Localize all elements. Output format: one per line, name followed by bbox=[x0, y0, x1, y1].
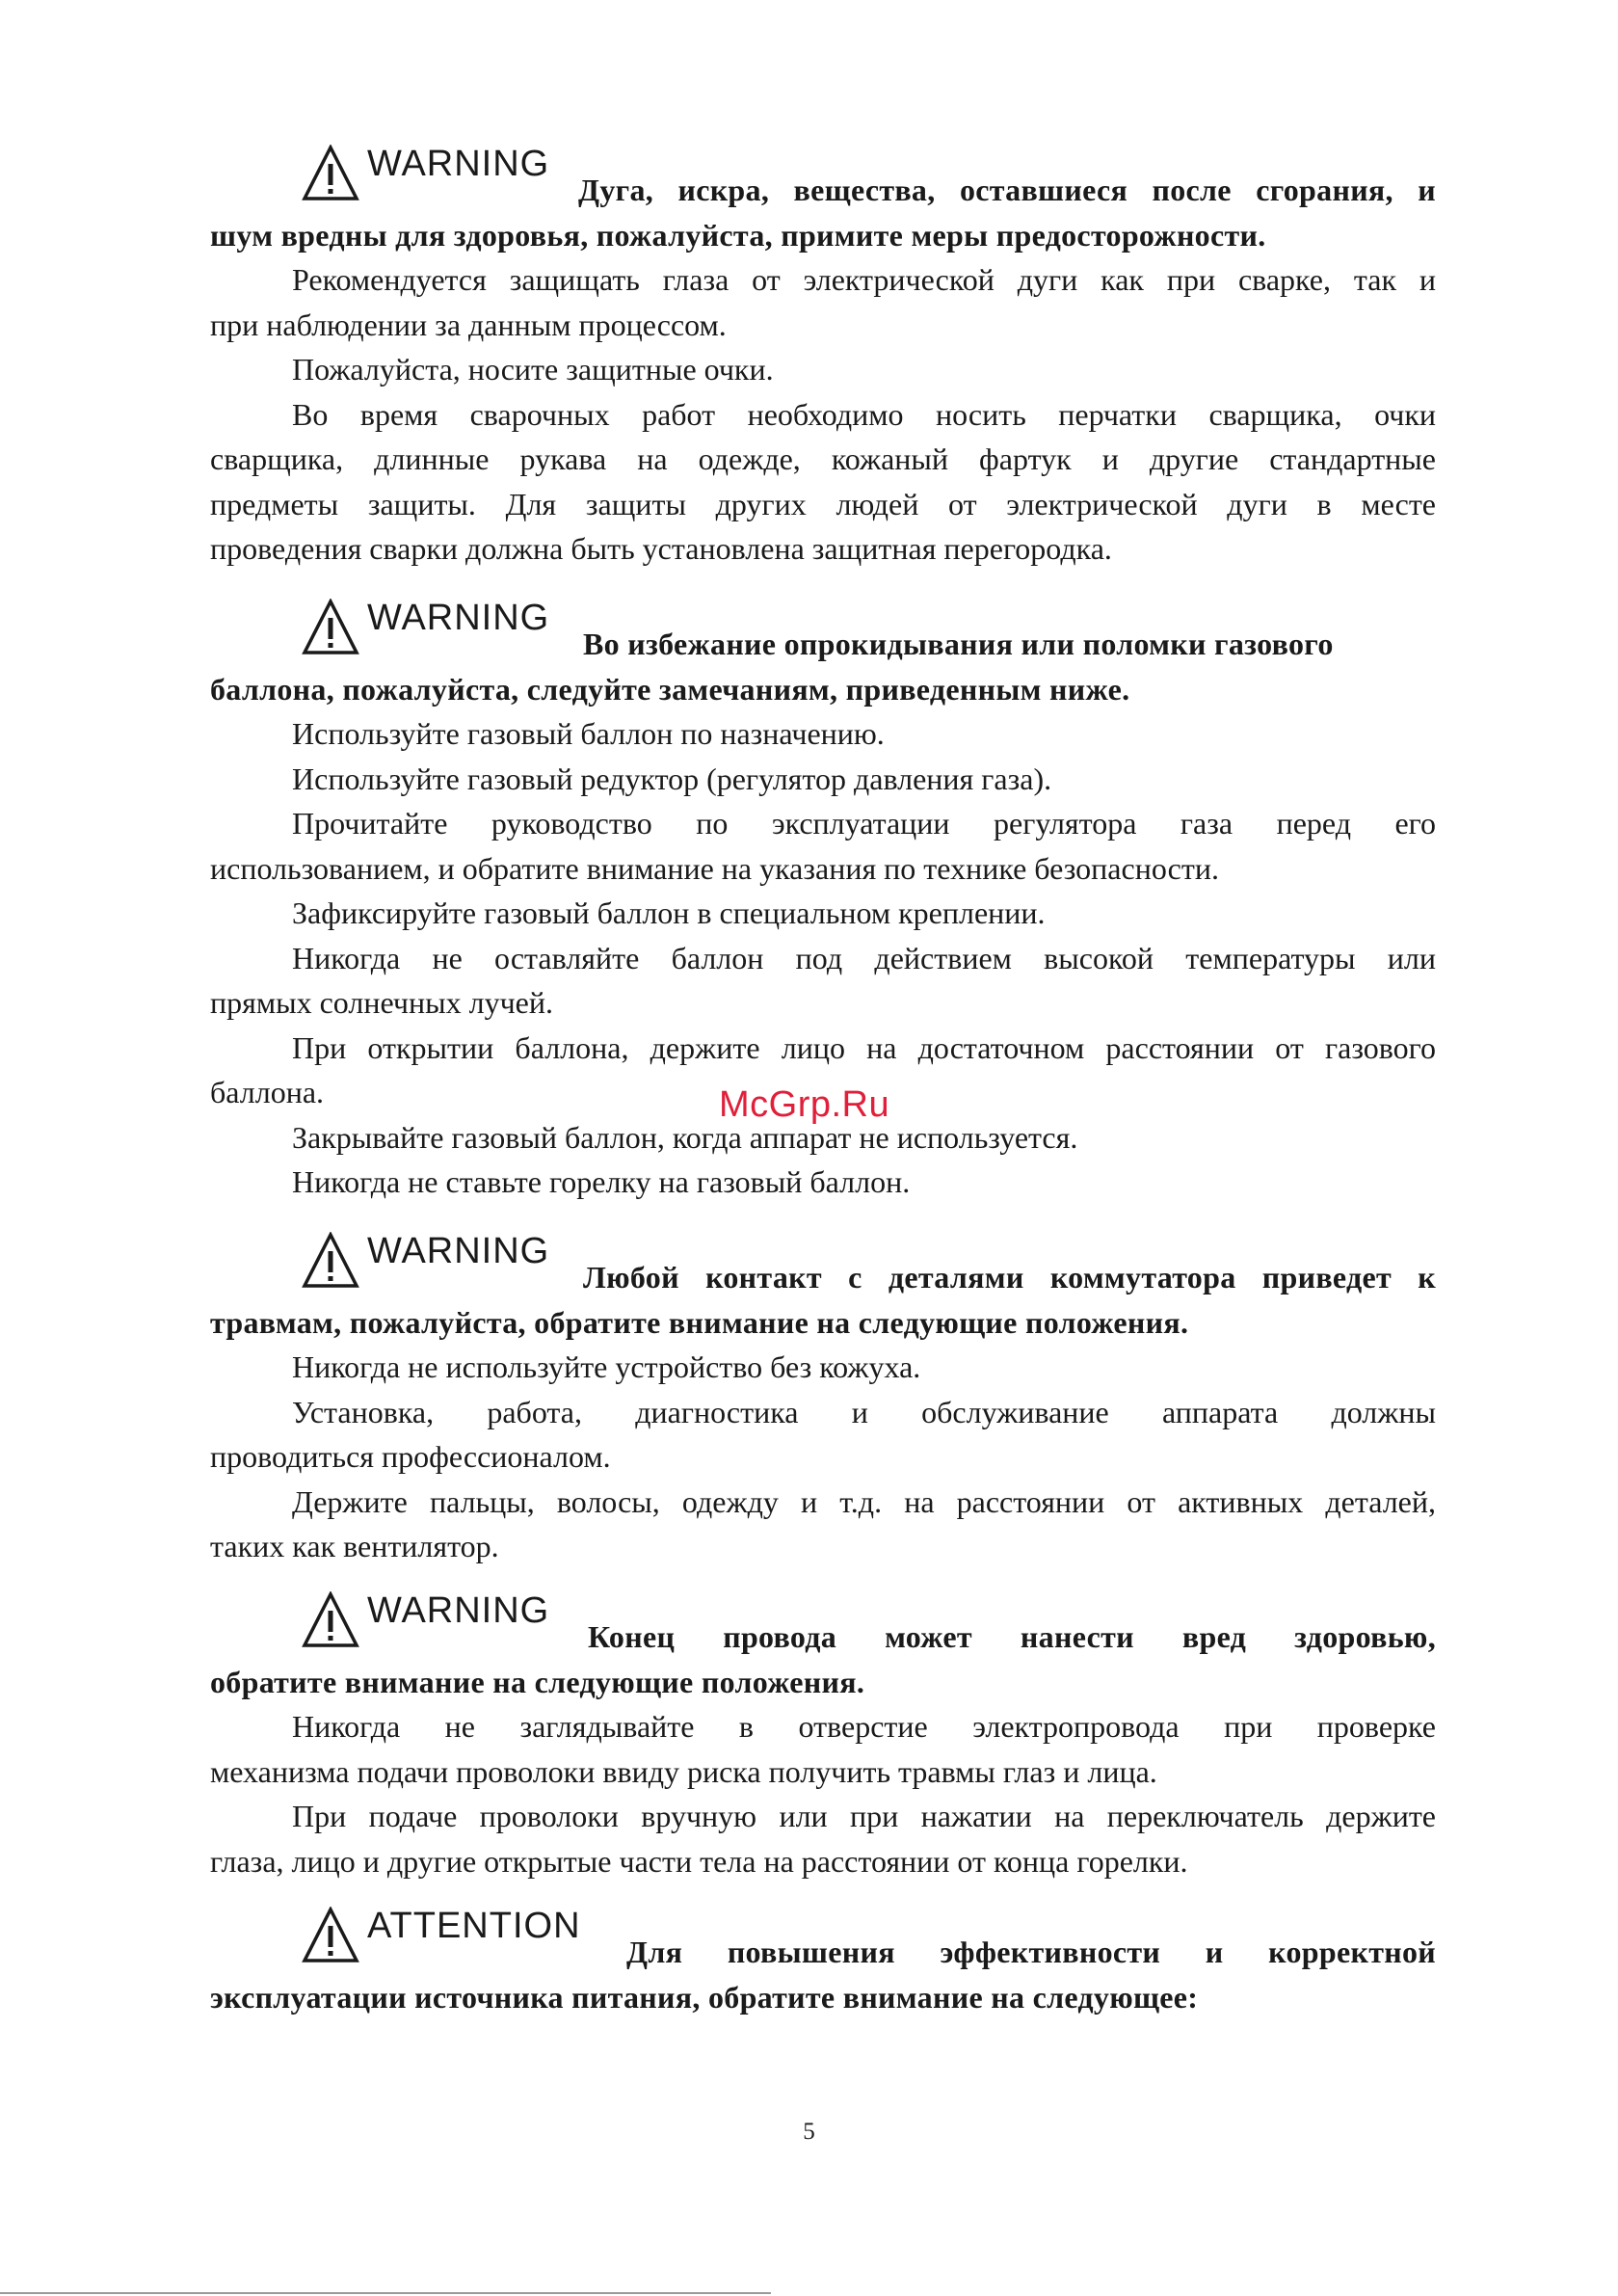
paragraph-line: Установка, работа, диагностика и обслуживание аппарата должны bbox=[292, 1394, 1436, 1429]
attention-section bbox=[210, 1906, 1436, 2019]
paragraph-line: проведения сварки должна быть установлена защитная перегородка. bbox=[210, 531, 1112, 566]
paragraph-line: Пожалуйста, носите защитные очки. bbox=[292, 352, 774, 387]
warning-heading-row bbox=[210, 1590, 1436, 1660]
warning-section-1 bbox=[210, 144, 1436, 572]
paragraph-line: При подаче проволоки вручную или при нажатии на переключатель держите bbox=[292, 1799, 1436, 1833]
attention-heading-row bbox=[210, 1906, 1436, 1975]
paragraph-line: прямых солнечных лучей. bbox=[210, 985, 553, 1020]
paragraph-line: Зафиксируйте газовый баллон в специальном креплении. bbox=[292, 895, 1046, 930]
warning-badge bbox=[302, 1220, 549, 1290]
page-number: 5 bbox=[803, 2119, 815, 2145]
warning-section-4 bbox=[210, 1590, 1436, 1883]
warning-label: WARNING bbox=[367, 1590, 550, 1631]
paragraph-line: Никогда не используйте устройство без кожуха. bbox=[292, 1349, 921, 1384]
attention-label: ATTENTION bbox=[367, 1906, 581, 1946]
paragraph-line: баллона. bbox=[210, 1075, 325, 1109]
paragraph-line: Используйте газовый баллон по назначению. bbox=[292, 716, 885, 751]
bottom-divider bbox=[0, 2292, 771, 2294]
warning-label: WARNING bbox=[367, 144, 550, 184]
paragraph-line: при наблюдении за данным процессом. bbox=[210, 307, 727, 342]
warning-heading-continuation: обратите внимание на следующие положения. bbox=[210, 1664, 865, 1699]
paragraph-line: Прочитайте руководство по эксплуатации регулятора газа перед его bbox=[292, 806, 1436, 841]
warning-triangle-icon bbox=[302, 145, 359, 202]
attention-badge bbox=[302, 1895, 581, 1964]
paragraph-line: проводиться профессионалом. bbox=[210, 1439, 611, 1474]
paragraph-line: Используйте газовый редуктор (регулятор давления газа). bbox=[292, 761, 1052, 796]
warning-triangle-icon bbox=[302, 1591, 359, 1649]
paragraph-line: Во время сварочных работ необходимо носить перчатки сварщика, очки bbox=[292, 396, 1436, 432]
paragraph-line: Закрывайте газовый баллон, когда аппарат не используется. bbox=[292, 1119, 1078, 1155]
paragraph-line: Никогда не ставьте горелку на газовый баллон. bbox=[292, 1164, 911, 1199]
attention-heading-text: Для повышения эффективности и корректной bbox=[626, 1935, 1436, 1969]
paragraph-line: Никогда не оставляйте баллон под действием высокой температуры или bbox=[292, 940, 1436, 975]
warning-heading-row bbox=[210, 1231, 1436, 1300]
warning-heading-continuation: травмам, пожалуйста, обратите внимание на следующие положения. bbox=[210, 1304, 1189, 1340]
paragraph-line: сварщика, длинные рукава на одежде, кожаный фартук и другие стандартные bbox=[210, 441, 1436, 476]
warning-label: WARNING bbox=[367, 598, 550, 638]
paragraph-line: глаза, лицо и другие открытые части тела на расстоянии от конца горелки. bbox=[210, 1843, 1188, 1879]
watermark-text: McGrp.Ru bbox=[719, 1084, 890, 1125]
warning-heading-continuation: баллона, пожалуйста, следуйте замечаниям, приведенным ниже. bbox=[210, 671, 1130, 707]
warning-heading-text: Любой контакт с деталями коммутатора приведет к bbox=[583, 1260, 1436, 1295]
paragraph-line: Рекомендуется защищать глаза от электрической дуги как при сварке, так и bbox=[292, 262, 1436, 297]
paragraph-line: Держите пальцы, волосы, одежду и т.д. на расстоянии от активных деталей, bbox=[292, 1483, 1436, 1519]
warning-heading-continuation: шум вредны для здоровья, пожалуйста, примите меры предосторожности. bbox=[210, 217, 1266, 253]
warning-triangle-icon bbox=[302, 1907, 359, 1964]
warning-triangle-icon bbox=[302, 1232, 359, 1290]
paragraph-line: При открытии баллона, держите лицо на достаточном расстоянии от газового bbox=[292, 1029, 1436, 1065]
warning-triangle-icon bbox=[302, 599, 359, 656]
paragraph-line: предметы защиты. Для защиты других людей от электрической дуги в месте bbox=[210, 486, 1436, 521]
warning-badge bbox=[302, 587, 549, 656]
warning-badge bbox=[302, 1580, 549, 1649]
paragraph-line: таких как вентилятор. bbox=[210, 1529, 499, 1563]
warning-badge bbox=[302, 133, 549, 202]
attention-heading-continuation: эксплуатации источника питания, обратите внимание на следующее: bbox=[210, 1979, 1199, 2015]
warning-label: WARNING bbox=[367, 1231, 550, 1271]
warning-heading-row bbox=[210, 598, 1436, 667]
paragraph-line: использованием, и обратите внимание на указания по технике безопасности. bbox=[210, 850, 1219, 886]
warning-heading-text: Во избежание опрокидывания или поломки газового bbox=[583, 627, 1334, 661]
warning-heading-row bbox=[210, 144, 1436, 213]
paragraph-line: Никогда не заглядывайте в отверстие электропровода при проверке bbox=[292, 1709, 1436, 1744]
paragraph-line: механизма подачи проволоки ввиду риска получить травмы глаз и лица. bbox=[210, 1753, 1157, 1789]
warning-heading-text: Конец провода может нанести вред здоровью, bbox=[588, 1619, 1436, 1654]
warning-section-3 bbox=[210, 1231, 1436, 1569]
warning-heading-text: Дуга, искра, вещества, оставшиеся после сгорания, и bbox=[578, 173, 1436, 207]
